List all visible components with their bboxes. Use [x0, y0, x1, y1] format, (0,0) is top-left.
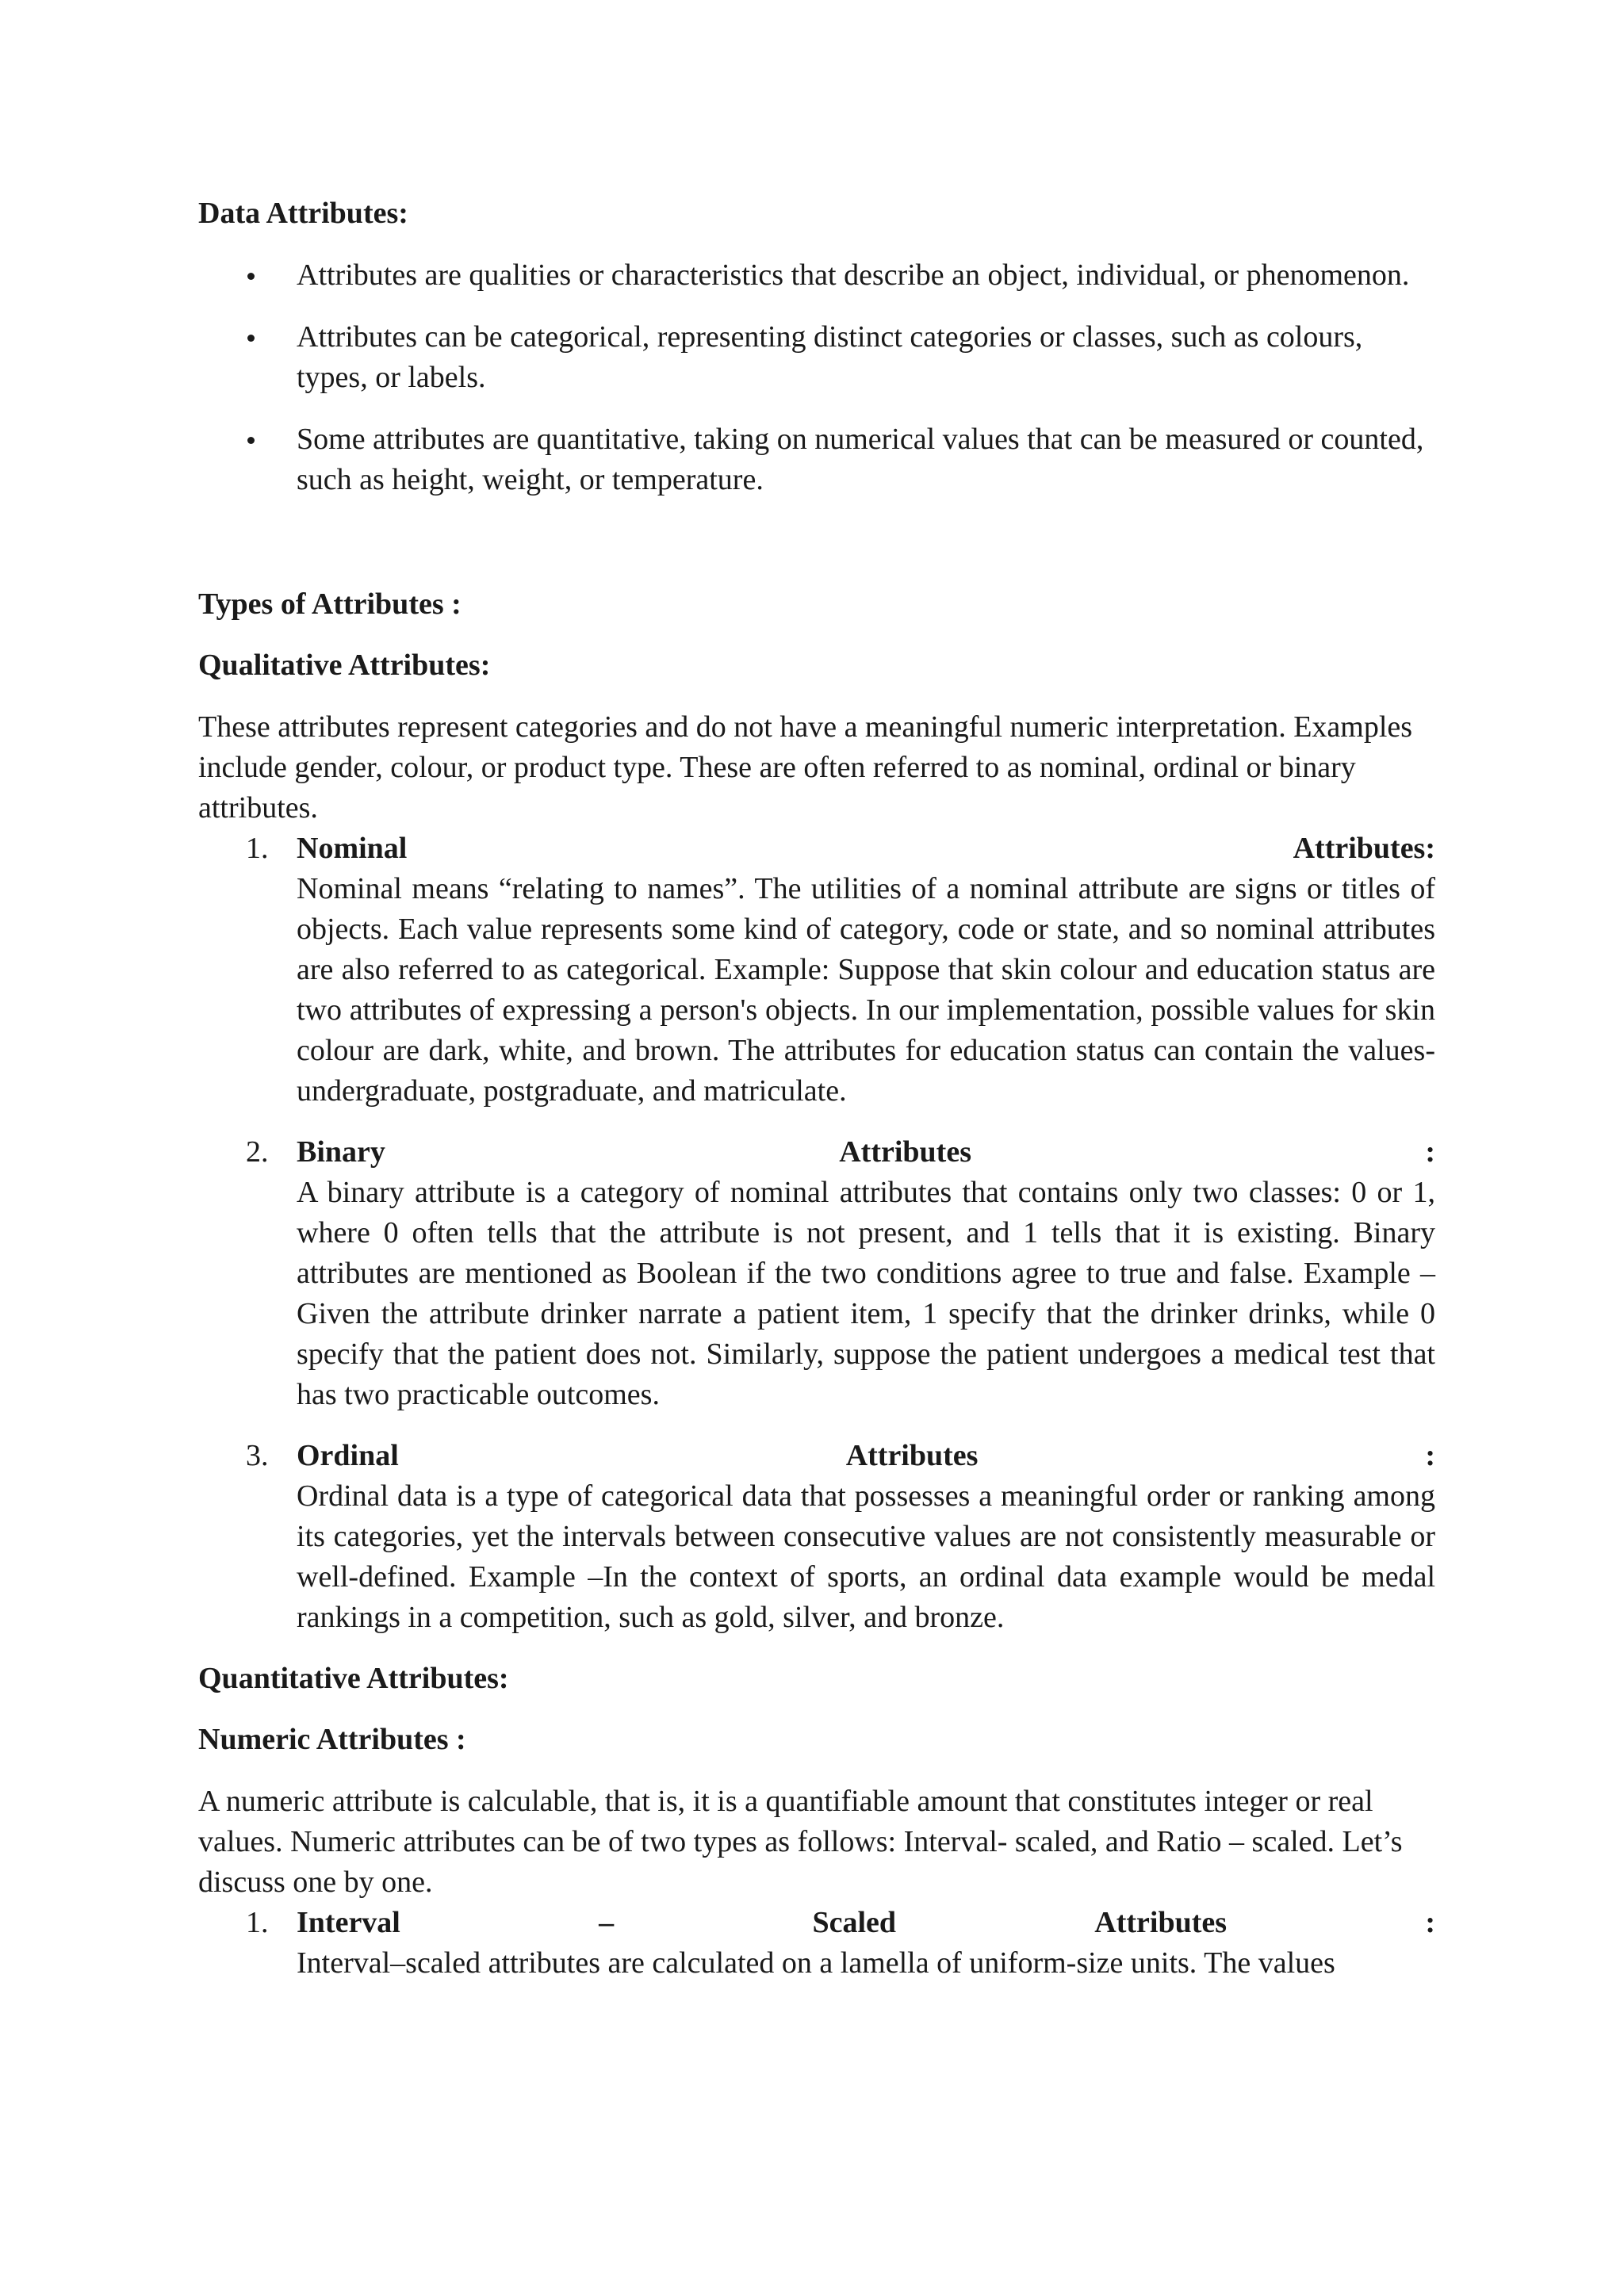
item-title	[297, 1903, 1435, 1943]
title-word: Nominal	[297, 832, 408, 865]
title-word: Scaled	[812, 1906, 896, 1939]
qualitative-attribute-list	[198, 828, 1435, 1638]
title-word: –	[599, 1906, 615, 1939]
title-word: Attributes	[845, 1439, 979, 1472]
title-word: Binary	[297, 1135, 385, 1169]
list-item	[198, 255, 1435, 296]
list-item	[198, 419, 1435, 500]
item-description: Ordinal data is a type of categorical data that possesses a meaningful order or ranking among its categories, yet the intervals between consecutive values are not consistently measurable or well-defined. Example –In the context of sports, an ordinal data example would be medal rankings in a competition, such as gold, silver, and bronze.	[297, 1479, 1435, 1634]
list-item-nominal	[198, 828, 1435, 1112]
title-word: :	[1425, 1439, 1435, 1472]
title-word: Attributes:	[1293, 832, 1435, 865]
bullet-text: Attributes are qualities or characteristics that describe an object, individual, or phenomenon.	[297, 258, 1410, 292]
heading-qualitative-attributes: Qualitative Attributes:	[198, 649, 491, 682]
title-word: :	[1425, 1906, 1435, 1939]
list-item-binary	[198, 1132, 1435, 1415]
item-description: A binary attribute is a category of nominal attributes that contains only two classes: 0 or 1, where 0 often tells that the attribute is not present, and 1 tells that it is existing. Binary attributes are mentioned as Boolean if the two conditions agree to true and false. Example – Given the attribute drinker narrate a patient item, 1 specify that the drinker drinks, while 0 specify that the patient does not. Similarly, suppose the patient undergoes a medical test that has two practicable outcomes.	[297, 1176, 1435, 1411]
title-word: Attributes	[1094, 1906, 1228, 1939]
list-item-ordinal	[198, 1436, 1435, 1638]
bullet-icon	[247, 437, 255, 444]
title-word: :	[1425, 1135, 1435, 1169]
heading-numeric-attributes: Numeric Attributes :	[198, 1723, 466, 1756]
heading-types-of-attributes: Types of Attributes :	[198, 587, 462, 621]
numeric-attribute-list	[198, 1903, 1435, 1984]
item-description: Interval–scaled attributes are calculated on a lamella of uniform-size units. The values	[297, 1946, 1335, 1980]
bullet-text: Attributes can be categorical, representing distinct categories or classes, such as colours, types, or labels.	[297, 320, 1363, 394]
list-number: 1.	[246, 1906, 269, 1939]
numeric-intro-paragraph: A numeric attribute is calculable, that is, it is a quantifiable amount that constitutes integer or real values. Numeric attributes can be of two types as follows: Interval- scaled, and Ratio – scaled. Let’s discuss one by one.	[198, 1785, 1403, 1899]
list-number: 2.	[246, 1135, 269, 1169]
item-description: Nominal means “relating to names”. The utilities of a nominal attribute are signs or titles of objects. Each value represents some kind of category, code or state, and so nominal attributes are also referred to as categorical. Example: Suppose that skin colour and education status are two attributes of expressing a person's objects. In our implementation, possible values for skin colour are dark, white, and brown. The attributes for education status can contain the values- undergraduate, postgraduate, and matriculate.	[297, 872, 1435, 1108]
item-title	[297, 828, 1435, 869]
data-attributes-bullet-list	[198, 255, 1435, 500]
bullet-text: Some attributes are quantitative, taking on numerical values that can be measured or counted, such as height, weight, or temperature.	[297, 423, 1424, 496]
title-word: Attributes	[839, 1135, 971, 1169]
title-word: Ordinal	[297, 1439, 399, 1472]
title-word: Interval	[297, 1906, 400, 1939]
qualitative-intro-paragraph: These attributes represent categories and do not have a meaningful numeric interpretation. Examples include gender, colour, or product type. These are often referred to as nominal, ordinal or binary attributes.	[198, 710, 1413, 825]
list-item-interval-scaled	[198, 1903, 1435, 1984]
list-number: 1.	[246, 832, 269, 865]
heading-data-attributes: Data Attributes:	[198, 197, 408, 230]
list-item	[198, 317, 1435, 398]
heading-quantitative-attributes: Quantitative Attributes:	[198, 1662, 509, 1695]
bullet-icon	[247, 273, 255, 280]
list-number: 3.	[246, 1439, 269, 1472]
item-title	[297, 1436, 1435, 1476]
item-title	[297, 1132, 1435, 1173]
bullet-icon	[247, 335, 255, 342]
